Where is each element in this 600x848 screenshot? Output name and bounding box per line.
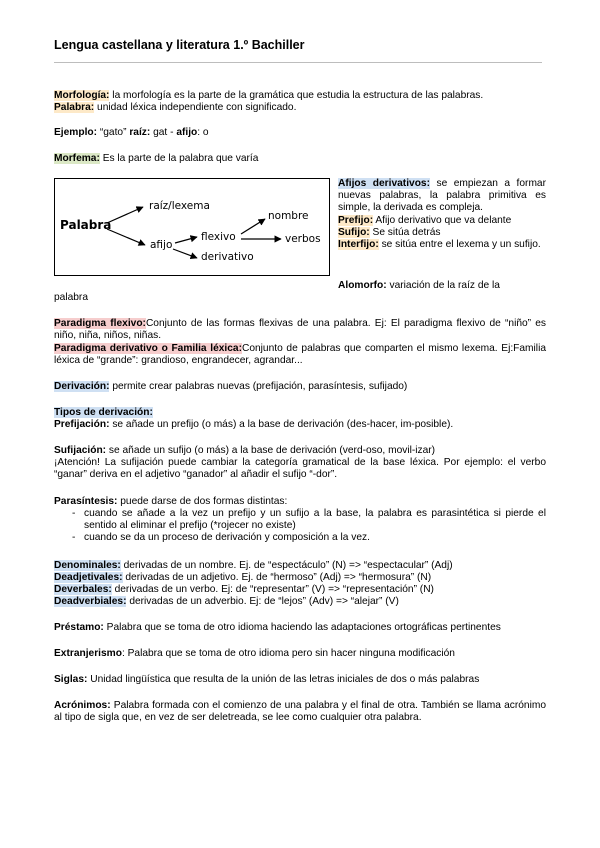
text-interfijo: se sitúa entre el lexema y un sufijo. bbox=[378, 239, 541, 251]
term-paradigma-derivativo: Paradigma derivativo o Familia léxica: bbox=[54, 343, 242, 354]
text-derivacion: permite crear palabras nuevas (prefijación, parasíntesis, sufijado) bbox=[109, 381, 408, 392]
label-afijo: afijo bbox=[176, 127, 198, 138]
list-item: - cuando se añade a la vez un prefijo y un sufijo a la base, la palabra es parasintética si pierde el sentido al eliminar el prefijo (*rojecer no existe) bbox=[54, 508, 546, 532]
diagram-verbos: verbos bbox=[285, 233, 321, 245]
definition-deadverbiales bbox=[54, 596, 546, 608]
text-morfema: Es la parte de la palabra que varía bbox=[99, 153, 259, 164]
diagram-flexivo: flexivo bbox=[201, 231, 236, 243]
text-alomorfo: variación de la raíz de la bbox=[386, 280, 500, 291]
definition-acronimos bbox=[54, 700, 546, 724]
text-parasintesis: puede darse de dos formas distintas: bbox=[117, 496, 288, 507]
text-acronimos: Palabra formada con el comienzo de una palabra y el final de otra. También se llama acrónimo al tipo de sigla que, en vez de ser deletreada, se lee como cualquier otra palabra. bbox=[54, 700, 546, 724]
term-alomorfo: Alomorfo: bbox=[338, 280, 387, 291]
parasintesis-list bbox=[54, 508, 546, 545]
definition-deadjetivales bbox=[54, 572, 546, 584]
text-prestamo: Palabra que se toma de otro idioma haciendo las adaptaciones ortográficas pertinentes bbox=[103, 622, 501, 633]
text-morfologia: la morfología es la parte de la gramática que estudia la estructura de las palabras. bbox=[109, 90, 484, 101]
term-sufijo: Sufijo: bbox=[338, 226, 370, 238]
term-deadverbiales: Deadverbiales: bbox=[54, 596, 127, 607]
term-prefijacion: Prefijación: bbox=[54, 419, 110, 430]
sufijacion-note: ¡Atención! La sufijación puede cambiar la categoría gramatical de la base léxica. Por ejemplo: el verbo “ganar” deriva en el adjetivo “ganador” al añadir el sufijo “-dor”. bbox=[54, 457, 546, 481]
list-item: - cuando se da un proceso de derivación y composición a la vez. bbox=[54, 532, 546, 544]
term-morfema: Morfema: bbox=[54, 153, 100, 164]
text-siglas: Unidad lingüística que resulta de la unión de las letras iniciales de dos o más palabras bbox=[87, 674, 480, 685]
label-ejemplo: Ejemplo: bbox=[54, 127, 98, 138]
ejemplo-raiz: gat - bbox=[150, 127, 177, 138]
term-afijos: Afijos derivativos: bbox=[338, 178, 430, 189]
definition-morfologia bbox=[54, 90, 546, 102]
text-deadjetivales: derivadas de un adjetivo. Ej. de “hermoso” (Adj) => “hermosura” (N) bbox=[122, 572, 432, 583]
term-extranjerismo: Extranjerismo bbox=[54, 648, 122, 659]
definition-prestamo bbox=[54, 622, 546, 634]
definition-morfema bbox=[54, 153, 546, 165]
term-parasintesis: Parasíntesis: bbox=[54, 496, 118, 507]
text-sufijo: Se sitúa detrás bbox=[369, 226, 441, 238]
text-sufijacion: se añade un sufijo (o más) a la base de derivación (verd-oso, movil-izar) bbox=[106, 445, 436, 456]
afijos-derivativos-block bbox=[338, 178, 546, 251]
diagram-nombre: nombre bbox=[268, 210, 309, 222]
text-paradigma-derivativo: Conjunto de palabras que comparten el mismo lexema. Ej:Familia léxica de “grande”: grandioso, engrandecer, agrandar... bbox=[54, 343, 546, 367]
text-afijos: se empiezan a formar nuevas palabras, la palabra primitiva es simple, la derivada es compleja. bbox=[338, 178, 546, 214]
text-deverbales: derivadas de un verbo. Ej: de “representar” (V) => “representación” (N) bbox=[111, 584, 434, 595]
term-sufijacion: Sufijación: bbox=[54, 445, 107, 456]
diagram-raiz: raíz/lexema bbox=[149, 200, 210, 212]
definition-sufijacion bbox=[54, 445, 546, 457]
term-interfijo: Interfijo: bbox=[338, 239, 379, 251]
diagram-afijo: afijo bbox=[150, 239, 173, 251]
definition-siglas bbox=[54, 674, 546, 686]
term-denominales: Denominales: bbox=[54, 560, 121, 571]
term-deadjetivales: Deadjetivales: bbox=[54, 572, 123, 583]
text-palabra: unidad léxica independiente con significado. bbox=[94, 102, 297, 113]
definition-parasintesis bbox=[54, 496, 546, 508]
arrow-to-derivativo bbox=[173, 249, 197, 258]
arrow-to-afijo bbox=[107, 229, 145, 245]
definition-prefijacion bbox=[54, 419, 546, 431]
ejemplo-word: “gato” bbox=[97, 127, 130, 138]
definition-alomorfo-cont: palabra bbox=[54, 292, 88, 303]
text-denominales: derivadas de un nombre. Ej. de “espectáculo” (N) => “espectacular” (Adj) bbox=[120, 560, 453, 571]
text-extranjerismo: : Palabra que se toma de otro idioma pero sin hacer ninguna modificación bbox=[121, 648, 455, 659]
label-raiz: raíz: bbox=[129, 127, 151, 138]
text-deadverbiales: derivadas de un adverbio. Ej: de “lejos” (Adv) => “alejar” (V) bbox=[126, 596, 399, 607]
definition-extranjerismo bbox=[54, 648, 546, 660]
diagram-svg bbox=[55, 179, 329, 275]
arrow-to-nombre bbox=[241, 219, 265, 234]
term-derivacion: Derivación: bbox=[54, 381, 110, 392]
term-prestamo: Préstamo: bbox=[54, 622, 104, 633]
example-gato bbox=[54, 127, 546, 139]
arrow-to-raiz bbox=[107, 207, 143, 223]
term-deverbales: Deverbales: bbox=[54, 584, 112, 595]
term-acronimos: Acrónimos: bbox=[54, 700, 111, 711]
definition-paradigma-flexivo bbox=[54, 318, 546, 342]
text-prefijo: Afijo derivativo que va delante bbox=[373, 214, 512, 226]
text-prefijacion: se añade un prefijo (o más) a la base de derivación (des-hacer, im-posible). bbox=[109, 419, 454, 430]
ejemplo-afijo: : o bbox=[197, 127, 209, 138]
word-structure-diagram bbox=[54, 178, 330, 276]
definition-alomorfo bbox=[338, 280, 546, 292]
heading-tipos-derivacion bbox=[54, 407, 546, 419]
term-morfologia: Morfología: bbox=[54, 90, 110, 101]
document-title: Lengua castellana y literatura 1.º Bachiller bbox=[54, 38, 305, 52]
definition-derivacion bbox=[54, 381, 546, 393]
tipos-heading: Tipos de derivación: bbox=[54, 407, 153, 418]
term-prefijo: Prefijo: bbox=[338, 214, 374, 226]
term-siglas: Siglas: bbox=[54, 674, 88, 685]
header-divider bbox=[54, 62, 542, 63]
arrow-to-flexivo bbox=[175, 237, 197, 243]
definition-palabra bbox=[54, 102, 546, 114]
term-palabra: Palabra: bbox=[54, 102, 95, 113]
diagram-palabra: Palabra bbox=[60, 218, 112, 232]
definition-denominales bbox=[54, 560, 546, 572]
term-paradigma-flexivo: Paradigma flexivo: bbox=[54, 318, 146, 329]
definition-deverbales bbox=[54, 584, 546, 596]
text-paradigma-flexivo: Conjunto de las formas flexivas de una palabra. Ej: El paradigma flexivo de “niño” es niño, niña, niños, niñas. bbox=[54, 318, 547, 342]
definition-paradigma-derivativo bbox=[54, 343, 546, 367]
diagram-derivativo: derivativo bbox=[201, 251, 254, 263]
